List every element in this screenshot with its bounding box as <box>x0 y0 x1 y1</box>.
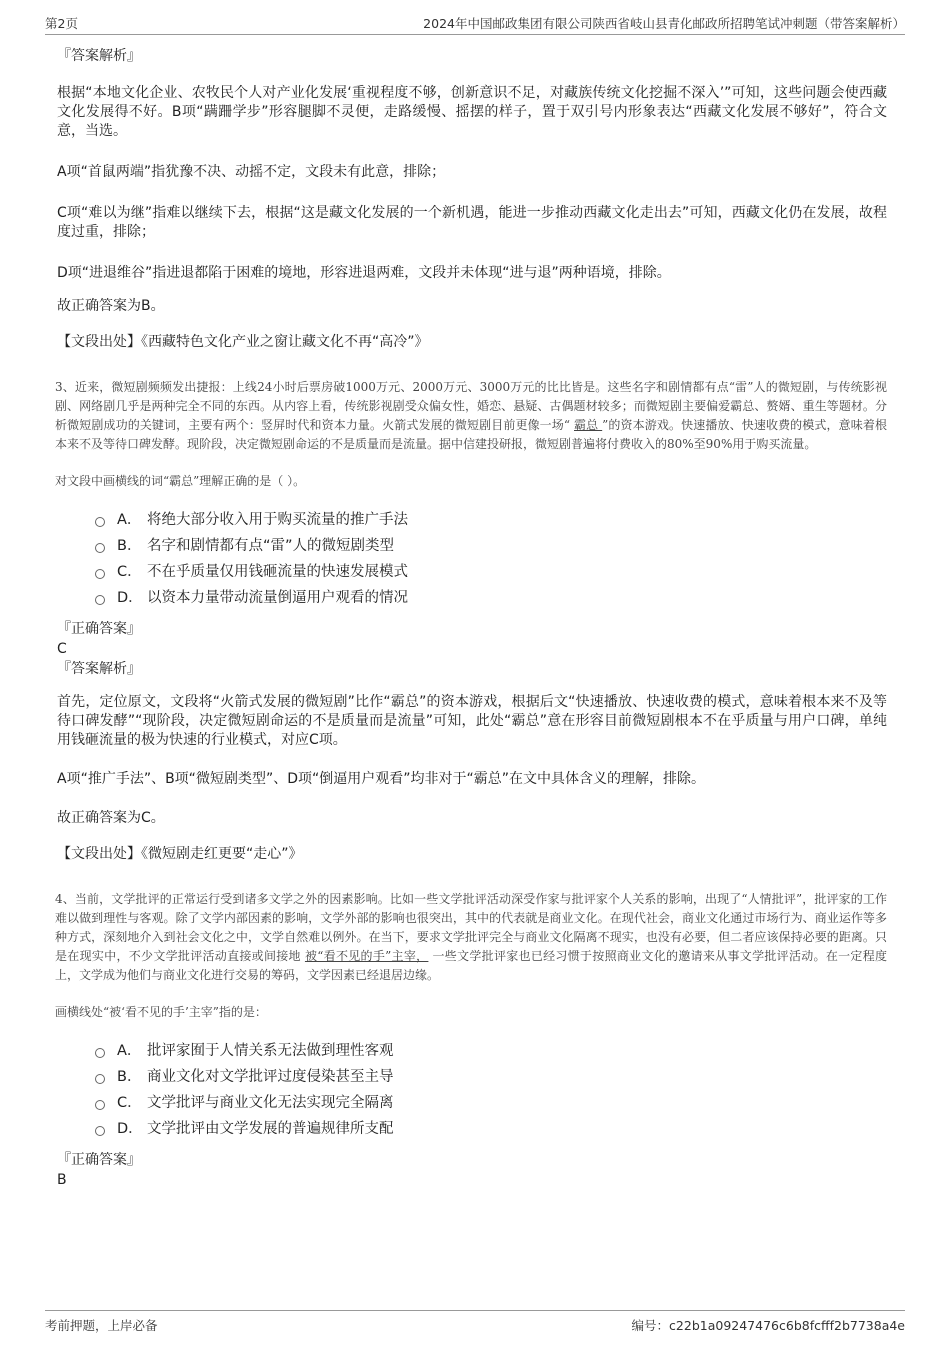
option-c[interactable]: C． 不在乎质量仅用钱砸流量的快速发展模式 <box>95 557 887 583</box>
page-content <box>57 40 887 1190</box>
radio-icon[interactable] <box>95 569 105 579</box>
option-b[interactable]: B． 商业文化对文学批评过度侵染甚至主导 <box>95 1062 887 1088</box>
conclusion: 故正确答案为B。 <box>57 298 165 314</box>
source-citation: 【文段出处】《微短剧走红更要“走心”》 <box>57 846 303 862</box>
page-footer <box>45 1310 905 1335</box>
radio-icon[interactable] <box>95 1100 105 1110</box>
analysis-paragraph: D项“进退维谷”指进退都陷于困难的境地，形容进退两难，文段并未体现“进与退”两种语境，排除。 <box>57 265 671 281</box>
question-4-passage <box>55 890 887 985</box>
correct-answer-label: 『正确答案』 <box>57 621 141 637</box>
underlined-term: 霸总 <box>574 418 603 432</box>
source-citation: 【文段出处】《西藏特色文化产业之窗让藏文化不再“高冷”》 <box>57 334 429 350</box>
option-c[interactable]: C． 文学批评与商业文化无法实现完全隔离 <box>95 1088 887 1114</box>
option-d[interactable]: D． 以资本力量带动流量倒逼用户观看的情况 <box>95 583 887 609</box>
question-4-prompt: 画横线处“被‘看不见的手’主宰”指的是： <box>55 1005 267 1019</box>
document-title: 2024年中国邮政集团有限公司陕西省岐山县青化邮政所招聘笔试冲刺题（带答案解析） <box>423 16 905 31</box>
analysis-label: 『答案解析』 <box>57 48 141 64</box>
option-a[interactable]: A． 将绝大部分收入用于购买流量的推广手法 <box>95 505 887 531</box>
option-b[interactable]: B． 名字和剧情都有点“雷”人的微短剧类型 <box>95 531 887 557</box>
radio-icon[interactable] <box>95 1074 105 1084</box>
document-code: 编号：c22b1a09247476c6b8fcfff2b7738a4e <box>631 1318 905 1333</box>
question-3-passage <box>55 378 887 454</box>
radio-icon[interactable] <box>95 517 105 527</box>
analysis-paragraph: 首先，定位原文，文段将“火箭式发展的微短剧”比作“霸总”的资本游戏，根据后文“快速播放、快速收费的模式，意味着根本来不及等待口碑发酵”“现阶段，决定微短剧命运的不是质量而是流量”可知，此处“霸总”意在形容目前微短剧根本不在乎质量与用户口碑，单纯用钱砸流量的极为快速的行业模式，对应C项。 <box>57 694 887 748</box>
analysis-label: 『答案解析』 <box>57 661 141 677</box>
question-3-options <box>95 505 887 609</box>
question-4-options <box>95 1036 887 1140</box>
passage-text: 4、当前，文学批评的正常运行受到诸多文学之外的因素影响。比如一些文学批评活动深受作家与批评家个人关系的影响，出现了“人情批评”，批评家的工作难以做到理性与客观。除了文学内部因素的影响，文学外部的影响也很突出，其中的代表就是商业文化。在现代社会，商业文化通过市场行为、商业运作等多种方式，深刻地介入到社会文化之中，文学自然难以例外。在当下，要求文学批评完全与商业文化隔离不现实，也没有必要，但二者应该保持必要的距离。只是在现实中，不少文学批评活动直接或间接地 <box>55 892 887 963</box>
question-3-prompt: 对文段中画横线的词“霸总”理解正确的是（ ）。 <box>55 474 306 488</box>
analysis-paragraph: 根据“本地文化企业、农牧民个人对产业化发展‘重视程度不够，创新意识不足，对藏族传统文化挖掘不深入’”可知，这些问题会使西藏文化发展得不好。B项“蹒跚学步”形容腿脚不灵便，走路缓慢、摇摆的样子，置于双引号内形象表达“西藏文化发展不够好”，符合文意，当选。 <box>57 85 887 139</box>
radio-icon[interactable] <box>95 1048 105 1058</box>
analysis-paragraph: A项“推广手法”、B项“微短剧类型”、D项“倒逼用户观看”均非对于“霸总”在文中具体含义的理解，排除。 <box>57 771 705 787</box>
option-d[interactable]: D． 文学批评由文学发展的普遍规律所支配 <box>95 1114 887 1140</box>
footer-slogan: 考前押题，上岸必备 <box>45 1318 158 1333</box>
correct-answer: C <box>57 641 67 657</box>
radio-icon[interactable] <box>95 1126 105 1136</box>
correct-answer-label: 『正确答案』 <box>57 1152 141 1168</box>
passage-text: ”的资本游戏。快速播放、快速收费的模式，意味着根本来不及等待口碑发酵。现阶段，决定微短剧命运的不是质量而是流量。据中信建投研报，微短剧普遍将付费收入的80%至90%用于购买流量。 <box>55 418 888 451</box>
page-header <box>45 14 905 35</box>
page-number: 第2页 <box>45 16 78 31</box>
radio-icon[interactable] <box>95 543 105 553</box>
passage-text: 3、近来，微短剧频频发出捷报：上线24小时后票房破1000万元、2000万元、3000万元的比比皆是。这些名字和剧情都有点“雷”人的微短剧，与传统影视剧、网络剧几乎是两种完全不同的东西。从内容上看，传统影视剧受众偏女性，婚恋、悬疑、古偶题材较多；而微短剧主要偏爱霸总、赘婿、重生等题材。分析微短剧成功的关键词，主要有两个：竖屏时代和资本力量。火箭式发展的微短剧目前更像一场“ <box>55 380 887 432</box>
correct-answer: B <box>57 1172 67 1188</box>
option-a[interactable]: A． 批评家囿于人情关系无法做到理性客观 <box>95 1036 887 1062</box>
radio-icon[interactable] <box>95 595 105 605</box>
analysis-paragraph: A项“首鼠两端”指犹豫不决、动摇不定，文段未有此意，排除； <box>57 164 446 180</box>
conclusion: 故正确答案为C。 <box>57 810 165 826</box>
underlined-phrase: 被“看不见的手”主宰， <box>304 949 429 963</box>
passage-text: 一些文学批评家也已经习惯于按照商业文化的邀请来从事文学批评活动。在一定程度上，文学成为他们与商业文化进行交易的筹码，文学因素已经退居边缘。 <box>55 949 887 982</box>
analysis-paragraph: C项“难以为继”指难以继续下去，根据“这是藏文化发展的一个新机遇，能进一步推动西藏文化走出去”可知，西藏文化仍在发展，故程度过重，排除； <box>57 205 887 240</box>
